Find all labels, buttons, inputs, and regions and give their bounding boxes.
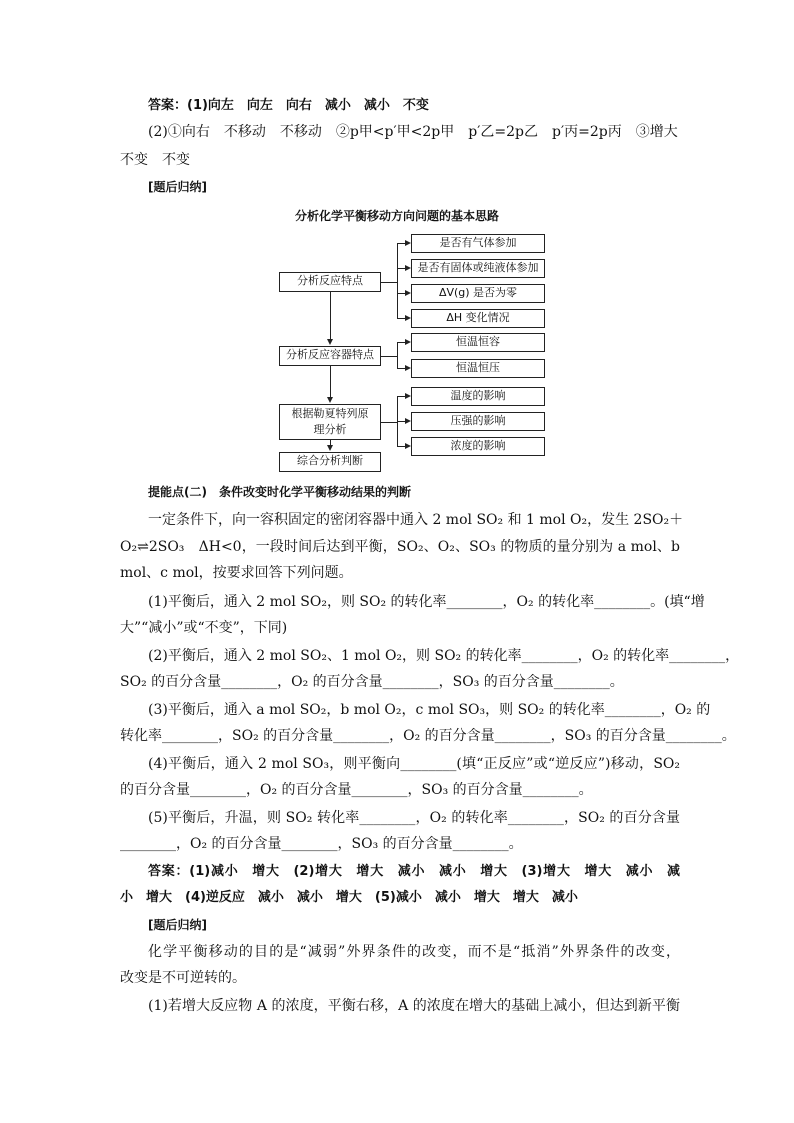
summary-title: [题后归纳] — [148, 180, 207, 194]
section-heading: 提能点(二) 条件改变时化学平衡移动结果的判断 — [148, 485, 411, 499]
diagram-title: 分析化学平衡移动方向问题的基本思路 — [294, 209, 499, 223]
branch-delta-h: ΔH 变化情况 — [411, 309, 545, 328]
question-1-line-1: (1)平衡后，通入 2 mol SO₂，则 SO₂ 的转化率________，O₂ 的转化率________。(填“增 — [148, 594, 705, 610]
flowchart-diagram — [275, 234, 555, 474]
answer-2-line-1: 答案：(1)减小 增大 (2)增大 增大 减小 减小 增大 (3)增大 增大 减小 减 — [148, 864, 680, 879]
branch-delta-v: ΔV(g) 是否为零 — [411, 284, 545, 303]
question-3-line-1: (3)平衡后，通入 a mol SO₂，b mol O₂，c mol SO₃，则 SO₂ 的转化率________，O₂ 的 — [148, 702, 711, 718]
question-1-line-2: 大”“减小”或“不变”，下同) — [120, 620, 288, 636]
step-reaction-features: 分析反应特点 — [279, 272, 381, 292]
question-3-line-2: 转化率________，SO₂ 的百分含量________，O₂ 的百分含量________，SO₃ 的百分含量________。 — [120, 728, 736, 744]
summary-title-2: [题后归纳] — [148, 918, 207, 932]
question-5-line-1: (5)平衡后，升温，则 SO₂ 转化率________，O₂ 的转化率________，SO₂ 的百分含量 — [148, 810, 680, 826]
branch-concentration: 浓度的影响 — [411, 437, 545, 456]
question-4-line-1: (4)平衡后，通入 2 mol SO₃，则平衡向________(填“正反应”或“逆反应”)移动，SO₂ — [148, 756, 680, 772]
answer-line-2: (2)①向右 不移动 不移动 ②p甲<p′甲<2p甲 p′乙=2p乙 p′丙=2p丙 ③增大 — [148, 124, 678, 140]
intro-line-1: 一定条件下，向一容积固定的密闭容器中通入 2 mol SO₂ 和 1 mol O₂，发生 2SO₂＋ — [148, 512, 684, 528]
summary-line-2: 改变是不可逆转的。 — [120, 970, 246, 986]
branch-constant-pressure: 恒温恒压 — [411, 359, 545, 378]
arrow-down-icon — [327, 397, 333, 403]
arrow-down-icon — [327, 339, 333, 345]
answer-line-3: 不变 不变 — [120, 152, 190, 168]
arrow-down-icon — [327, 445, 333, 451]
question-4-line-2: 的百分含量________，O₂ 的百分含量________，SO₃ 的百分含量________。 — [120, 782, 593, 798]
branch-solid-liquid: 是否有固体或纯液体参加 — [411, 259, 545, 278]
summary-line-1: 化学平衡移动的目的是“减弱”外界条件的改变，而不是“抵消”外界条件的改变， — [148, 944, 680, 960]
step-le-chatelier: 根据勒夏特列原理分析 — [279, 404, 381, 440]
branch-constant-volume: 恒温恒容 — [411, 333, 545, 352]
step-container-features: 分析反应容器特点 — [279, 346, 381, 366]
intro-line-2: O₂⇌2SO₃ ΔH<0，一段时间后达到平衡，SO₂、O₂、SO₃ 的物质的量分别为 a mol、b — [120, 539, 680, 555]
question-2-line-2: SO₂ 的百分含量________，O₂ 的百分含量________，SO₃ 的百分含量________。 — [120, 674, 624, 690]
question-2-line-1: (2)平衡后，通入 2 mol SO₂、1 mol O₂，则 SO₂ 的转化率________，O₂ 的转化率________， — [148, 648, 740, 664]
question-5-line-2: ________，O₂ 的百分含量________，SO₃ 的百分含量________。 — [120, 836, 523, 852]
branch-gas-participation: 是否有气体参加 — [411, 234, 545, 253]
summary-line-3: (1)若增大反应物 A 的浓度，平衡右移，A 的浓度在增大的基础上减小，但达到新平衡 — [148, 998, 680, 1014]
step-comprehensive: 综合分析判断 — [279, 452, 381, 472]
branch-pressure: 压强的影响 — [411, 412, 545, 431]
intro-line-3: mol、c mol，按要求回答下列问题。 — [120, 565, 353, 581]
branch-temperature: 温度的影响 — [411, 387, 545, 406]
answer-line-1: 答案：(1)向左 向左 向右 减小 减小 不变 — [148, 98, 429, 113]
answer-2-line-2: 小 增大 (4)逆反应 减小 减小 增大 (5)减小 减小 增大 增大 减小 — [120, 890, 578, 905]
